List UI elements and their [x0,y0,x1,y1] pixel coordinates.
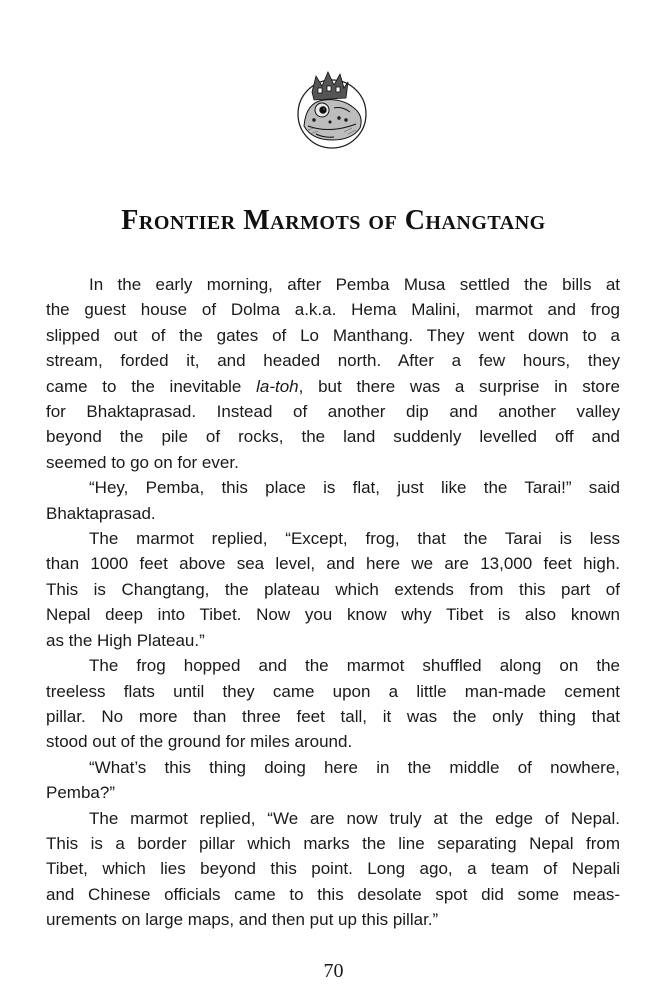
text-line: “What’s this thing doing here in the middle of nowhere, [89,757,620,777]
text-line: Tibet, which lies beyond this point. Long ago, a team of Nepali [46,859,620,879]
text-line: The marmot replied, “We are now truly at the edge of Nepal. [89,808,620,828]
chapter-title: Frontier Marmots of Changtang [121,205,546,236]
chapter-body [46,272,620,933]
page-number: 70 [323,960,344,982]
text-line: treeless flats until they came upon a little man-made cement [46,681,620,701]
text-line: Bhaktaprasad. [46,503,156,523]
italic-term: la-toh [256,376,299,396]
text-line: This is a border pillar which marks the line separating Nepal from [46,833,620,853]
text-line [46,374,620,399]
text-line: In the early morning, after Pemba Musa settled the bills at [89,275,620,294]
text-line: Pemba?” [46,783,115,803]
frog-with-crown-icon [294,68,370,152]
text-segment: came to the inevitable [46,376,257,396]
text-line: The frog hopped and the marmot shuffled along on the [89,656,620,676]
text-line: than 1000 feet above sea level, and here we are 13,000 feet high. [46,554,620,574]
text-line: pillar. No more than three feet tall, it was the only thing that [46,706,620,726]
text-line: urements on large maps, and then put up this pillar.” [46,910,439,930]
text-line: The marmot replied, “Except, frog, that the Tarai is less [89,529,620,549]
text-segment: , but there was a surprise in store [298,376,620,396]
text-line: This is Changtang, the plateau which extends from this part of [46,579,620,599]
text-line: stream, forded it, and headed north. After a few hours, they [46,351,620,371]
text-line: as the High Plateau.” [46,630,205,650]
text-line: slipped out of the gates of Lo Manthang. They went down to a [46,325,620,345]
text-line: Nepal deep into Tibet. Now you know why Tibet is also known [46,605,620,625]
text-line: and Chinese officials came to this desolate spot did some meas- [46,884,620,904]
text-line: “Hey, Pemba, this place is flat, just like the Tarai!” said [89,478,620,498]
text-line: seemed to go on for ever. [46,452,239,472]
text-line: stood out of the ground for miles around. [46,732,353,752]
text-line: beyond the pile of rocks, the land suddenly levelled off and [46,427,620,447]
text-line: for Bhaktaprasad. Instead of another dip and another valley [46,402,620,422]
text-line: the guest house of Dolma a.k.a. Hema Malini, marmot and frog [46,300,620,320]
